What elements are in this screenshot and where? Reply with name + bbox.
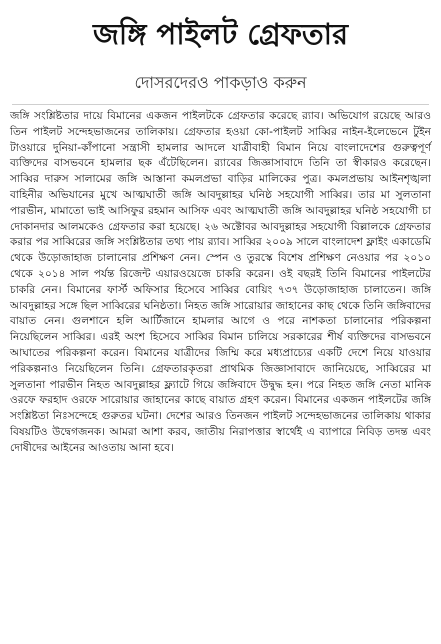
newspaper-clipping <box>0 14 441 644</box>
subheadline: দোসরদেরও পাকড়াও করুন <box>134 73 307 92</box>
article-body: জঙ্গি সংশ্লিষ্টতার দায়ে বিমানের একজন পাইলটকে গ্রেফতার করেছে র‍্যাব। অভিযোগ রয়েছে আরও তিন পাইলট সন্দেহভাজনের তালিকায়। গ্রেফতার হওয়া কো-পাইলট সাব্বির নাইন-ইলেভেনে টুইন টাওয়ারে দুনিয়া-কাঁপানো সন্ত্রাসী হামলার আদলে যাত্রীবাহী বিমান নিয়ে বাংলাদেশের গুরুত্বপূর্ণ ব্যক্তিদের বাসভবনে হামলার ছক এঁটেছিলেন। র‍্যাবের জিজ্ঞাসাবাদে তিনি তা স্বীকারও করেছেন। সাব্বির দারুস সালামের জঙ্গি আস্তানা কমলপ্রভা বাড়ির মালিকের পুত্র। কমলপ্রভায় আইনশৃঙ্খলা বাহিনীর অভিযানের মুখে আত্মঘাতী জঙ্গি আবদুল্লাহর ঘনিষ্ঠ সহযোগী সাব্বির। তার মা সুলতানা পারভীন, মামাতো ভাই আসিফুর রহমান আসিফ এবং আত্মঘাতী জঙ্গি আবদুল্লাহর ঘনিষ্ঠ সহযোগী চা দোকানদার আলমকেও গ্রেফতার করা হয়েছে। ২৬ অক্টোবর আবদুল্লাহর সহযোগী বিল্লালকে গ্রেফতার করার পর সাব্বিরের জঙ্গি সংশ্লিষ্টতার তথ্য পায় র‍্যাব। সাব্বির ২০০৯ সালে বাংলাদেশ ফ্লাইং একাডেমি থেকে উড়োজাহাজ চালানোর প্রশিক্ষণ নেন। স্পেন ও তুরস্কে বিশেষ প্রশিক্ষণ নেওয়ার পর ২০১০ থেকে ২০১৪ সাল পর্যন্ত রিজেন্ট এয়ারওয়েজে চাকরি করেন। ওই বছরই তিনি বিমানের পাইলটের চাকরি নেন। বিমানের ফার্স্ট অফিসার হিসেবে সাব্বির বোয়িং ৭৩৭ উড়োজাহাজ চালাতেন। জঙ্গি আবদুল্লাহর সঙ্গে ছিল সাব্বিরের ঘনিষ্ঠতা। নিহত জঙ্গি সারোয়ার জাহানের কাছ থেকে তিনি জঙ্গিবাদের বায়াত নেন। গুলশানে হলি আর্টিজানে হামলার আগে ও পরে নাশকতা চালানোর পরিকল্পনা নিয়েছিলেন সাব্বির। এরই অংশ হিসেবে সাব্বির বিমান চালিয়ে সরকারের শীর্ষ ব্যক্তিদের বাসভবনে আঘাতের পরিকল্পনা করেন। বিমানের যাত্রীদের জিম্মি করে মধ্যপ্রাচ্যের একটি দেশে নিয়ে যাওয়ার পরিকল্পনাও নিয়েছিলেন তিনি। গ্রেফতারকৃতরা প্রাথমিক জিজ্ঞাসাবাদে জানিয়েছে, সাব্বিরের মা সুলতানা পারভীন নিহত আবদুল্লাহর ফ্ল্যাটে গিয়ে জঙ্গিবাদে উদ্বুদ্ধ হন। পরে নিহত জঙ্গি নেতা মানিক ওরফে ফরহাদ ওরফে সারোয়ার জাহানের কাছে বায়াত গ্রহণ করেন। বিমানের একজন পাইলটের জঙ্গি সংশ্লিষ্টতা নিঃসন্দেহে গুরুতর ঘটনা। দেশের আরও তিনজন পাইলট সন্দেহভাজনের তালিকায় থাকার বিষয়টিও উদ্বেগজনক। আমরা আশা করব, জাতীয় নিরাপত্তার স্বার্থেই এ ব্যাপারে নিবিড় তদন্ত এবং দোষীদের আইনের আওতায় আনা হবে। <box>10 110 431 454</box>
divider <box>12 104 429 105</box>
headline: জঙ্গি পাইলট গ্রেফতার <box>92 17 349 51</box>
